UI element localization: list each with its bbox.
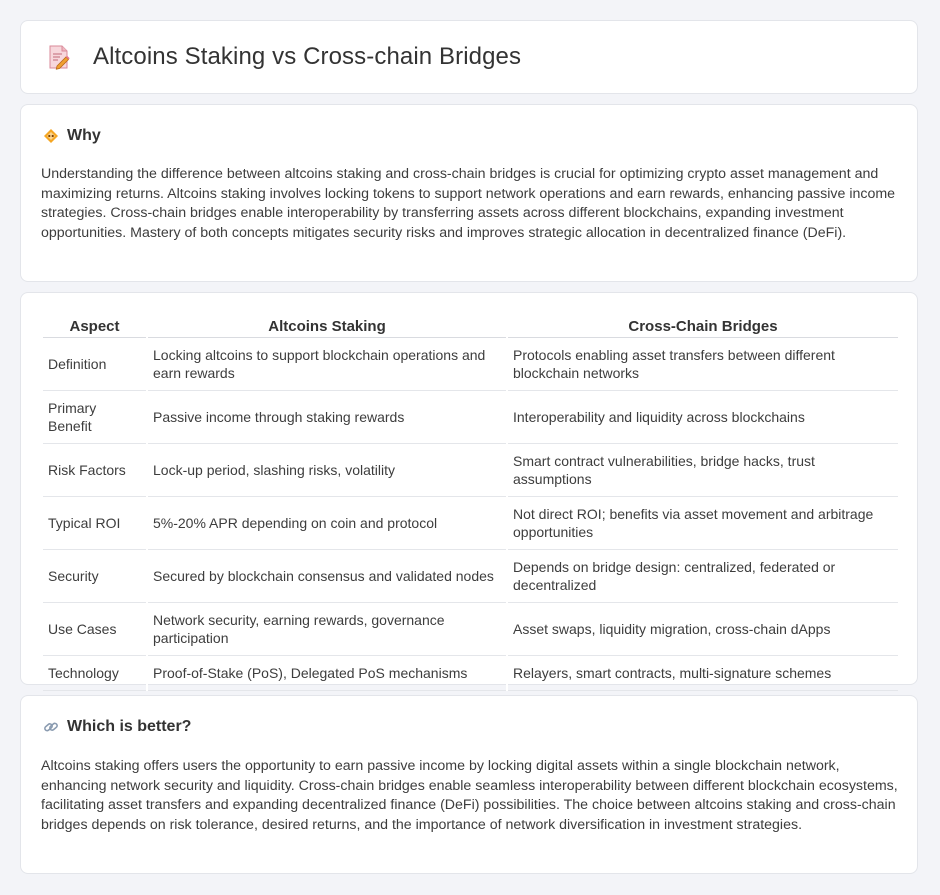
row-staking: 5%-20% APR depending on coin and protocol <box>147 497 507 550</box>
row-staking: Lock-up period, slashing risks, volatility <box>147 444 507 497</box>
comparison-table <box>43 315 898 691</box>
table-row <box>43 550 898 603</box>
row-staking: Secured by blockchain consensus and validated nodes <box>147 550 507 603</box>
row-bridges: Depends on bridge design: centralized, federated or decentralized <box>507 550 898 603</box>
row-aspect: Technology <box>43 656 147 691</box>
why-text: Understanding the difference between altcoins staking and cross-chain bridges is crucial for optimizing crypto asset management and maximizing returns. Altcoins staking involves locking tokens to support network operations and earn rewards, enhancing passive income strategies. Cross-chain bridges enable interoperability by transferring assets across different blockchains, expanding investment opportunities. Mastery of both concepts mitigates security risks and improves strategic allocation in decentralized finance (DeFi). <box>41 166 896 241</box>
row-aspect: Use Cases <box>43 603 147 656</box>
row-bridges: Relayers, smart contracts, multi-signature schemes <box>507 656 898 691</box>
comparison-card <box>20 292 918 685</box>
row-staking: Locking altcoins to support blockchain operations and earn rewards <box>147 338 507 391</box>
row-bridges: Protocols enabling asset transfers between different blockchain networks <box>507 338 898 391</box>
row-bridges: Smart contract vulnerabilities, bridge hacks, trust assumptions <box>507 444 898 497</box>
better-card <box>20 695 918 874</box>
table-row <box>43 603 898 656</box>
row-aspect: Definition <box>43 338 147 391</box>
row-staking: Passive income through staking rewards <box>147 391 507 444</box>
row-staking: Proof-of-Stake (PoS), Delegated PoS mechanisms <box>147 656 507 691</box>
better-heading-row <box>43 718 191 736</box>
table-row <box>43 391 898 444</box>
diamond-icon <box>43 128 59 144</box>
better-text: Altcoins staking offers users the opportunity to earn passive income by locking digital assets within a single blockchain network, enhancing network security and liquidity. Cross-chain bridges enable seamless interoperability between different blockchain ecosystems, facilitating asset transfers and expanding decentralized finance (DeFi) possibilities. The choice between altcoins staking and cross-chain bridges depends on risk tolerance, desired returns, and the importance of network diversification in investment strategies. <box>41 758 898 833</box>
row-staking: Network security, earning rewards, governance participation <box>147 603 507 656</box>
page-title: Altcoins Staking vs Cross-chain Bridges <box>93 43 522 70</box>
title-card <box>20 20 918 94</box>
link-icon <box>43 719 59 735</box>
document-pencil-icon <box>47 44 71 70</box>
header-aspect: Aspect <box>43 315 147 338</box>
table-row <box>43 338 898 391</box>
header-altcoins-staking: Altcoins Staking <box>147 315 507 338</box>
row-aspect: Primary Benefit <box>43 391 147 444</box>
row-bridges: Not direct ROI; benefits via asset movement and arbitrage opportunities <box>507 497 898 550</box>
why-heading: Why <box>67 127 101 144</box>
better-heading: Which is better? <box>67 718 192 735</box>
table-row <box>43 656 898 691</box>
table-row <box>43 497 898 550</box>
row-aspect: Typical ROI <box>43 497 147 550</box>
row-aspect: Security <box>43 550 147 603</box>
table-row <box>43 444 898 497</box>
header-cross-chain-bridges: Cross-Chain Bridges <box>507 315 898 338</box>
title-row <box>47 43 521 71</box>
why-card <box>20 104 918 282</box>
row-bridges: Asset swaps, liquidity migration, cross-chain dApps <box>507 603 898 656</box>
row-aspect: Risk Factors <box>43 444 147 497</box>
row-bridges: Interoperability and liquidity across blockchains <box>507 391 898 444</box>
why-heading-row <box>43 127 101 145</box>
table-header-row <box>43 315 898 338</box>
